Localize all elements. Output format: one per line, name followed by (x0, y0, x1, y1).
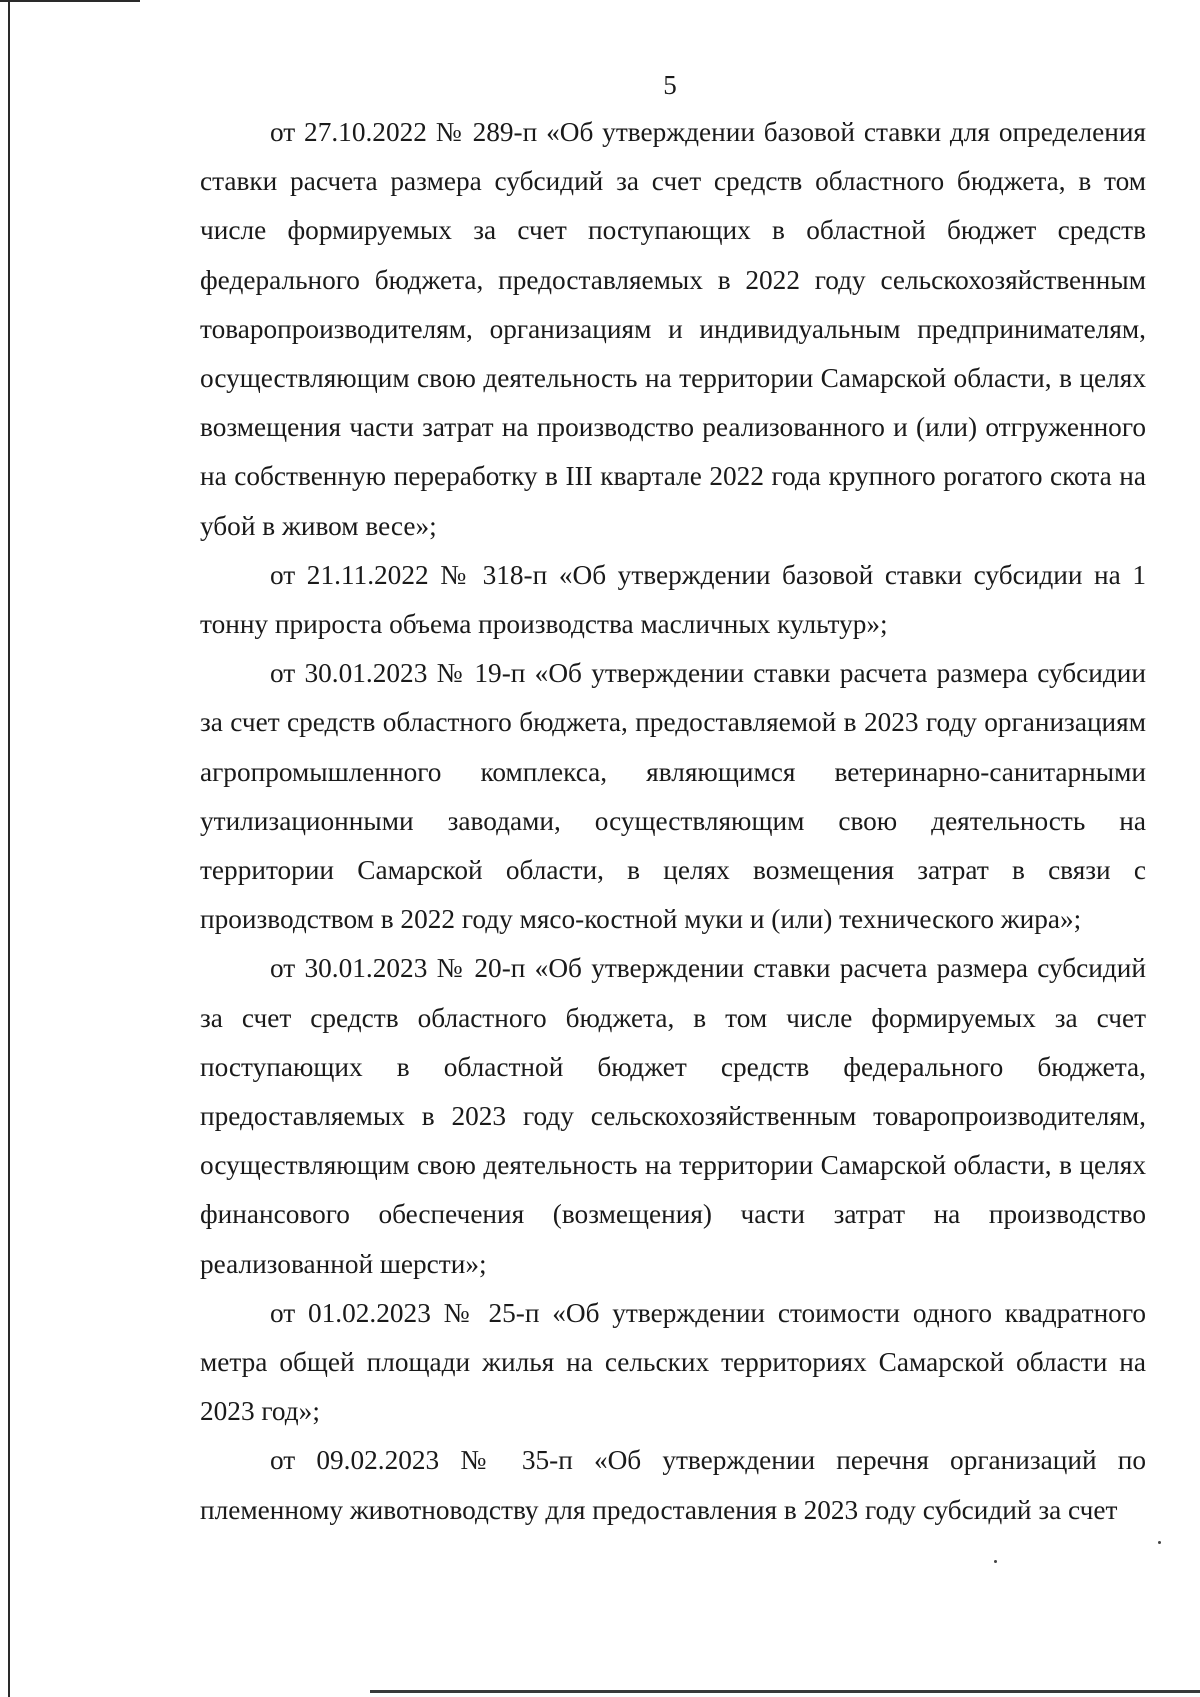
page-number: 5 (663, 70, 677, 100)
scan-speck (994, 1560, 997, 1563)
paragraph-resolution-20: от 30.01.2023 № 20-п «Об утверждении ставки расчета размера субсидий за счет средств областного бюджета, в том числе формируемых за счет поступающих в областной бюджет средств федерального бюджета, предоставляемых в 2023 году сельскохозяйственным товаропроизводителям, осуществляющим свою деятельность на территории Самарской области, в целях финансового обеспечения (возмещения) части затрат на производство реализованной шерсти»; (200, 953, 1146, 1279)
paragraph-resolution-35: от 09.02.2023 № 35-п «Об утверждении перечня организаций по племенному животноводству для предоставления в 2023 году субсидий за счет (200, 1445, 1146, 1525)
scan-edge-left (8, 0, 10, 1697)
paragraph-resolution-289: от 27.10.2022 № 289-п «Об утверждении базовой ставки для определения ставки расчета размера субсидий за счет средств областного бюджета, в том числе формируемых за счет поступающих в областной бюджет средств федерального бюджета, предоставляемых в 2022 году сельскохозяйственным товаропроизводителям, организациям и индивидуальным предпринимателям, осуществляющим свою деятельность на территории Самарской области, в целях возмещения части затрат на производство реализованного и (или) отгруженного на собственную переработку в III квартале 2022 года крупного рогатого скота на убой в живом весе»; (200, 117, 1146, 541)
scan-speck (1158, 1541, 1161, 1544)
scan-edge-bottom (370, 1690, 1200, 1693)
paragraph-resolution-318: от 21.11.2022 № 318-п «Об утверждении базовой ставки субсидии на 1 тонну прироста объема производства масличных культур»; (200, 559, 1146, 640)
document-body (200, 108, 1146, 1535)
scan-edge-top (0, 0, 140, 2)
paragraph-resolution-25: от 01.02.2023 № 25-п «Об утверждении стоимости одного квадратного метра общей площади жилья на сельских территориях Самарской области на 2023 год»; (200, 1297, 1146, 1427)
paragraph-resolution-19: от 30.01.2023 № 19-п «Об утверждении ставки расчета размера субсидии за счет средств областного бюджета, предоставляемой в 2023 году организациям агропромышленного комплекса, являющимся ветеринарно-санитарными утилизационными заводами, осуществляющим свою деятельность на территории Самарской области, в целях возмещения затрат в связи с производством в 2022 году мясо-костной муки и (или) технического жира»; (200, 658, 1146, 935)
